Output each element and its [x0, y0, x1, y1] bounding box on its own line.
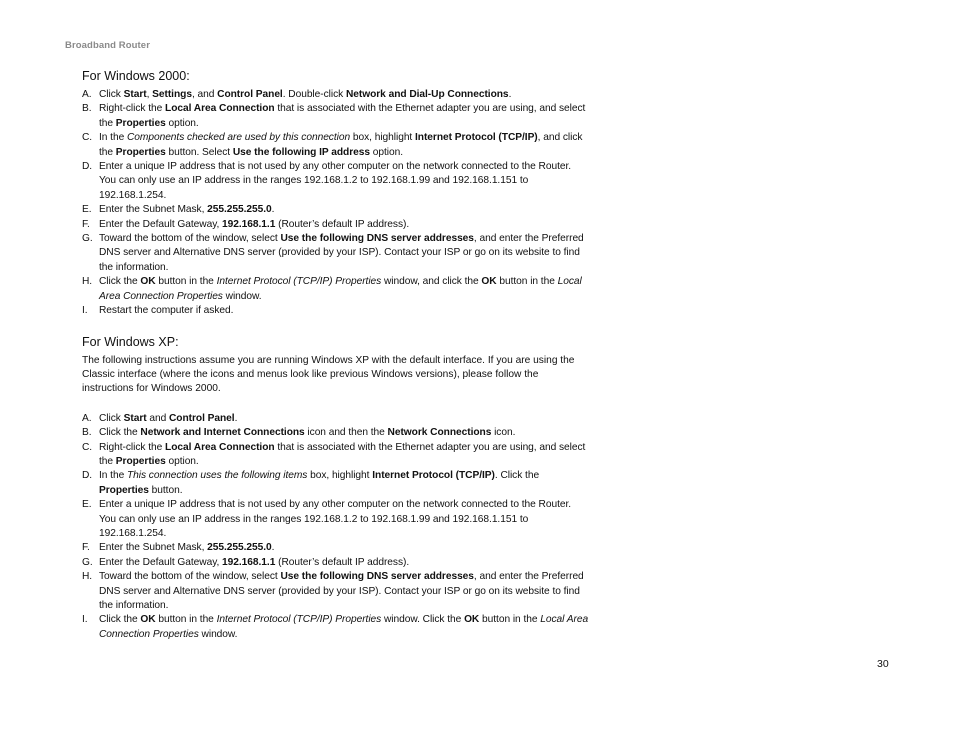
step-letter: H.	[82, 276, 93, 288]
step-text	[99, 89, 511, 100]
step-text	[99, 413, 237, 424]
bold-term: Network and Internet Connections	[140, 427, 305, 439]
bold-term: Settings	[152, 89, 192, 100]
step-letter: F.	[82, 218, 90, 230]
step-letter: H.	[82, 571, 93, 583]
bold-term: OK	[481, 276, 497, 288]
step-letter: D.	[82, 161, 93, 173]
bold-term: Start	[123, 89, 147, 100]
bold-term: Use the following DNS server addresses	[280, 571, 474, 583]
text-run: window.	[198, 628, 238, 640]
bold-term: Properties	[115, 117, 166, 129]
step-item	[82, 426, 590, 440]
step-item	[82, 556, 590, 570]
step-letter: F.	[82, 542, 90, 554]
step-letter: D.	[82, 470, 93, 482]
text-run: Right-click the	[99, 103, 166, 115]
text-run: Enter a unique IP address that is not used by any other computer on the network connected to the Router. You can only use an IP address in the ranges 192.168.1.2 to 192.168.1.99 and 192.168.1.151 to 192.168.1.254.	[99, 161, 572, 201]
text-run: Toward the bottom of the window, select	[99, 233, 281, 245]
text-run: icon.	[491, 427, 516, 439]
text-run: .	[271, 204, 275, 216]
step-text	[99, 614, 588, 639]
bold-term: 192.168.1.1	[222, 218, 276, 230]
text-run: window.	[222, 290, 262, 302]
running-header: Broadband Router	[65, 40, 150, 51]
text-run: . Double-click	[282, 89, 346, 100]
bold-term: 255.255.255.0	[207, 204, 272, 216]
text-run: Right-click the	[99, 441, 166, 453]
bold-term: Use the following IP address	[232, 146, 370, 158]
step-item	[82, 232, 590, 275]
step-text	[99, 161, 571, 201]
text-run: Enter the Default Gateway,	[99, 556, 223, 568]
bold-term: OK	[464, 614, 480, 626]
text-run: Click the	[99, 427, 141, 439]
step-item	[82, 498, 590, 541]
bold-term: Local Area Connection	[165, 103, 275, 115]
step-letter: C.	[82, 441, 93, 453]
step-letter: G.	[82, 233, 93, 245]
text-run: , and click the	[99, 132, 583, 158]
step-letter: G.	[82, 556, 93, 568]
step-letter: C.	[82, 132, 93, 144]
bold-term: Properties	[115, 146, 166, 158]
step-text	[99, 204, 274, 215]
text-run: Enter a unique IP address that is not used by any other computer on the network connected to the Router. You can only use an IP address in the ranges 192.168.1.2 to 192.168.1.99 and 192.168.1.151 to 192.168.1.254.	[99, 499, 572, 539]
step-text	[99, 442, 585, 467]
step-item	[82, 131, 590, 160]
step-text	[99, 557, 409, 568]
text-run: . Click the	[494, 470, 540, 482]
step-text	[99, 276, 582, 301]
text-run: Click	[99, 412, 124, 424]
text-run: Click the	[99, 276, 141, 288]
step-item	[82, 469, 590, 498]
step-letter: B.	[82, 427, 92, 439]
text-run: In the	[99, 132, 127, 144]
text-run: , and enter the Preferred DNS server and Alternative DNS server (provided by your ISP). Contact your ISP or go on its website to find the information.	[99, 233, 584, 273]
step-letter: A.	[82, 89, 92, 100]
text-run: that is associated with the Ethernet adapter you are using, and select the	[99, 103, 586, 129]
windows-2000-steps	[82, 88, 590, 319]
text-run: ,	[146, 89, 153, 100]
text-run: box, highlight	[350, 132, 415, 144]
bold-term: Control Panel	[169, 412, 235, 424]
bold-term: Properties	[99, 484, 149, 496]
step-letter: I.	[82, 614, 88, 626]
step-text	[99, 571, 584, 611]
section-title-windows-2000: For Windows 2000:	[82, 69, 190, 83]
step-text	[99, 427, 515, 438]
step-text	[99, 542, 274, 553]
step-text	[99, 499, 571, 539]
text-run: (Router’s default IP address).	[275, 218, 410, 230]
bold-term: Internet Protocol (TCP/IP)	[372, 470, 495, 482]
step-item	[82, 570, 590, 613]
step-item	[82, 541, 590, 555]
step-item	[82, 218, 590, 232]
text-run: , and enter the Preferred DNS server and Alternative DNS server (provided by your ISP). Contact your ISP or go on its website to find the information.	[99, 571, 584, 611]
text-run: button in the	[496, 276, 558, 288]
text-run: .	[234, 412, 238, 424]
text-run: Enter the Subnet Mask,	[99, 542, 208, 554]
text-run: .	[508, 89, 512, 100]
step-item	[82, 304, 590, 318]
text-run: , and	[191, 89, 218, 100]
step-item	[82, 160, 590, 203]
text-run: (Router’s default IP address).	[275, 556, 410, 568]
step-item	[82, 613, 590, 642]
italic-term: This connection uses the following items	[126, 470, 308, 482]
bold-term: Control Panel	[217, 89, 283, 100]
bold-term: Network and Dial-Up Connections	[345, 89, 509, 100]
page-number: 30	[877, 658, 889, 670]
text-run: window, and click the	[381, 276, 482, 288]
italic-term: Local Area Connection Properties	[99, 614, 589, 640]
text-run: Enter the Default Gateway,	[99, 218, 223, 230]
text-run: Click the	[99, 614, 141, 626]
bold-term: Local Area Connection	[165, 441, 275, 453]
text-run: button in the	[155, 614, 217, 626]
step-item	[82, 441, 590, 470]
bold-term: Network Connections	[387, 427, 492, 439]
step-item	[82, 102, 590, 131]
bold-term: OK	[140, 276, 156, 288]
step-text	[99, 470, 539, 495]
text-run: Restart the computer if asked.	[99, 305, 234, 317]
text-run: Toward the bottom of the window, select	[99, 571, 281, 583]
step-item	[82, 203, 590, 217]
bold-term: Properties	[115, 455, 166, 467]
windows-xp-intro: The following instructions assume you are running Windows XP with the default interface. If you are using the Classic interface (where the icons and menus look like previous Windows versions), please follow the instructions for Windows 2000.	[82, 354, 575, 395]
bold-term: OK	[140, 614, 156, 626]
bold-term: 255.255.255.0	[207, 542, 272, 554]
text-run: window. Click the	[381, 614, 465, 626]
text-run: .	[271, 542, 275, 554]
italic-term: Components checked are used by this connection	[126, 132, 351, 144]
step-text	[99, 305, 233, 316]
step-text	[99, 103, 585, 128]
text-run: that is associated with the Ethernet adapter you are using, and select the	[99, 441, 586, 467]
text-run: option.	[369, 146, 403, 158]
windows-xp-steps	[82, 412, 590, 643]
text-run: button in the	[155, 276, 217, 288]
section-title-windows-xp: For Windows XP:	[82, 334, 179, 349]
text-run: and	[146, 412, 169, 424]
text-run: option.	[165, 117, 199, 129]
text-run: Click	[99, 89, 124, 100]
text-run: In the	[99, 470, 127, 482]
text-run: Enter the Subnet Mask,	[99, 204, 208, 216]
step-text	[99, 219, 409, 230]
step-text	[99, 233, 584, 273]
step-text	[99, 132, 582, 157]
step-letter: E.	[82, 499, 92, 511]
text-run: icon and then the	[304, 427, 388, 439]
italic-term: Local Area Connection Properties	[99, 276, 582, 302]
step-item	[82, 412, 590, 426]
bold-term: Start	[123, 412, 147, 424]
bold-term: Use the following DNS server addresses	[280, 233, 474, 245]
step-letter: B.	[82, 103, 92, 115]
italic-term: Internet Protocol (TCP/IP) Properties	[216, 614, 382, 626]
bold-term: Internet Protocol (TCP/IP)	[415, 132, 538, 144]
text-run: box, highlight	[307, 470, 373, 482]
step-letter: E.	[82, 204, 92, 216]
step-item	[82, 88, 590, 102]
text-run: button.	[148, 484, 183, 496]
step-letter: A.	[82, 412, 92, 424]
bold-term: 192.168.1.1	[222, 556, 276, 568]
step-item	[82, 275, 590, 304]
page-content	[82, 68, 590, 642]
text-run: button. Select	[165, 146, 233, 158]
step-letter: I.	[82, 305, 88, 317]
italic-term: Internet Protocol (TCP/IP) Properties	[216, 276, 382, 288]
text-run: option.	[165, 455, 199, 467]
text-run: button in the	[479, 614, 541, 626]
